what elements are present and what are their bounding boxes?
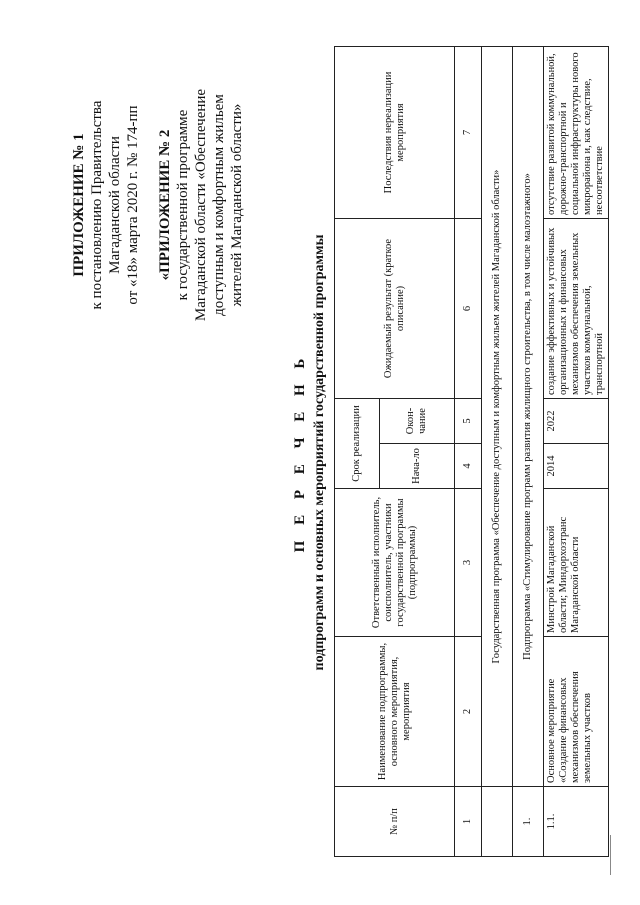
item-name: Основное мероприятие «Создание финансовых механизмов обеспечения земельных участков <box>544 637 609 787</box>
th-end: Окон-чание <box>380 399 455 444</box>
measures-table <box>334 46 609 857</box>
program-num <box>482 787 513 857</box>
decree-date: от «18» марта 2020 г. № 174-пп <box>125 105 141 305</box>
col-num-3: 3 <box>455 489 482 637</box>
approval-header <box>70 55 246 355</box>
item-start: 2014 <box>544 444 609 489</box>
appendix-2-title: «ПРИЛОЖЕНИЕ № 2 <box>157 129 173 281</box>
subprogram-title: Подпрограмма «Стимулирование программ развития жилищного строительства, в том числе малоэтажного» <box>513 47 544 787</box>
item-consequences: отсутствие развитой коммунальной, дорожно-транспортной и социальной инфраструктуры нового микрорайона и, как следствие, несоответствие <box>544 47 609 219</box>
item-end: 2022 <box>544 399 609 444</box>
col-num-5: 5 <box>455 399 482 444</box>
item-num: 1.1. <box>544 787 609 857</box>
item-responsible: Минстрой Магаданской области; Миндорхозтранс Магаданской области <box>544 489 609 637</box>
appendix-title: ПРИЛОЖЕНИЕ № 1 <box>71 133 87 277</box>
th-name: Наименование подпрограммы, основного мероприятия, мероприятия <box>335 637 455 787</box>
col-num-7: 7 <box>455 47 482 219</box>
program-ref-line-1: к государственной программе <box>175 109 191 301</box>
page-subtitle: подпрограмм и основных мероприятий государственной программы <box>312 234 327 671</box>
header-row <box>335 47 380 857</box>
subprogram-num: 1. <box>513 787 544 857</box>
program-title: Государственная программа «Обеспечение доступным и комфортным жильем жителей Магаданской области» <box>482 47 513 787</box>
col-num-4: 4 <box>455 444 482 489</box>
decree-line: к постановлению Правительства <box>89 100 105 310</box>
col-num-6: 6 <box>455 219 482 399</box>
th-consequences: Последствия нереализации мероприятия <box>335 47 455 219</box>
col-num-2: 2 <box>455 637 482 787</box>
footnote-rule <box>610 835 611 875</box>
th-responsible: Ответственный исполнитель, соисполнитель, участники государственной программы (подпрограммы) <box>335 489 455 637</box>
page-title: П Е Р Е Ч Е Н Ь <box>292 352 308 553</box>
item-result: создание эффективных и устойчивых организационных и финансовых механизмов обеспечения земельных участков коммунальной, транспортной <box>544 219 609 399</box>
program-ref-line-2: Магаданской области «Обеспечение <box>193 88 209 322</box>
table-row <box>544 47 609 857</box>
col-num-1: 1 <box>455 787 482 857</box>
th-num: № п/п <box>335 787 455 857</box>
subprogram-row <box>513 47 544 857</box>
column-number-row <box>455 47 482 857</box>
program-ref-line-3: доступным и комфортным жильем <box>211 94 227 316</box>
program-ref-line-4: жителей Магаданской области» <box>229 103 245 307</box>
th-result: Ожидаемый результат (краткое описание) <box>335 219 455 399</box>
region-line: Магаданской области <box>107 136 123 274</box>
program-row <box>482 47 513 857</box>
th-period: Срок реализации <box>335 399 380 489</box>
th-start: Нача-ло <box>380 444 455 489</box>
